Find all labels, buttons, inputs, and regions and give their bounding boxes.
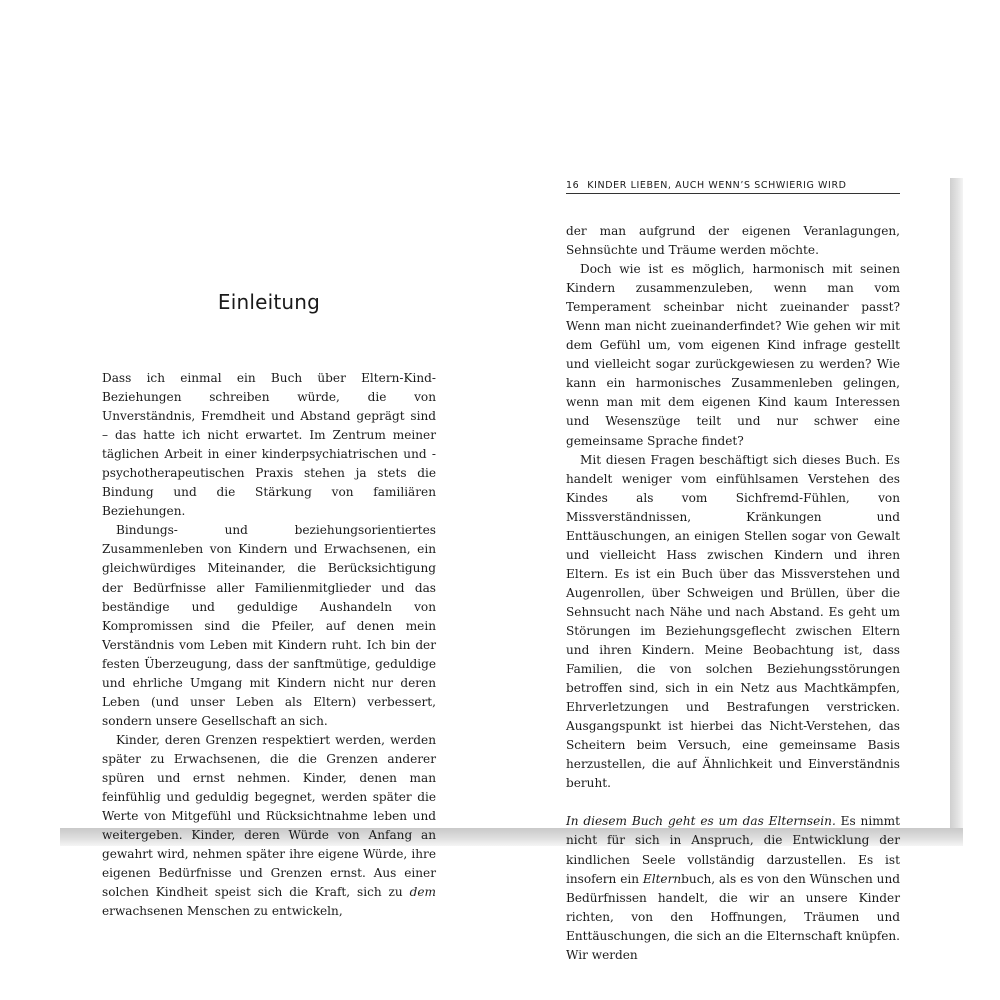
paragraph: Dass ich einmal ein Buch über Eltern-Kind-Beziehungen schreiben würde, die von Unverständnis, Fremdheit und Abstand geprägt sind – das hatte ich nicht erwartet. Im Zentrum meiner täglichen Arbeit in einer kinderpsychiatrischen und -psychotherapeutischen Praxis stehen ja stets die Bindung und die Stärkung von familiären Beziehungen. [102, 371, 436, 519]
paragraph: In diesem Buch geht es um das Elternsein. Es nimmt nicht für sich in Anspruch, die Entwicklung der kindlichen Seele vollständig darzustellen. Es ist insofern ein Elternbuch, als es von den Wünschen und Bedürfnissen handelt, die wir an unsere Kinder richten, von den Hoffnungen, Träumen und Enttäuschungen, die sich an die Elternschaft knüpfen. Wir werden [566, 814, 900, 962]
right-page [566, 180, 900, 962]
page-shadow-right [950, 178, 963, 846]
page-number: 16 [566, 180, 580, 191]
chapter-title: Einleitung [217, 290, 321, 314]
paragraph: Bindungs- und beziehungsorientiertes Zusammenleben von Kindern und Erwachsenen, ein gleichwürdiges Miteinander, die Berücksichtigung der Bedürfnisse aller Familienmitglieder und das beständige und geduldige Aushandeln von Kompromissen sind die Pfeiler, auf denen mein Verständnis vom Leben mit Kindern ruht. Ich bin der festen Überzeugung, dass der sanftmütige, geduldige und ehrliche Umgang mit Kindern nicht nur deren Leben (und unser Leben als Eltern) verbessert, sondern unsere Gesellschaft an sich. [102, 523, 436, 728]
left-page-body [102, 369, 436, 921]
paragraph: der man aufgrund der eigenen Veranlagungen, Sehnsüchte und Träume werden möchte. [566, 224, 900, 258]
right-page-body [566, 222, 900, 965]
running-head-title: KINDER LIEBEN, AUCH WENN’S SCHWIERIG WIRD [587, 180, 847, 191]
emphasis: dem [409, 885, 436, 900]
paragraph: Doch wie ist es möglich, harmonisch mit seinen Kindern zusammenzuleben, wenn man vom Temperament scheinbar nicht zueinander passt? Wenn man nicht zueinanderfindet? Wie gehen wir mit dem Gefühl um, vom eigenen Kind infrage gestellt und vielleicht sogar zurückgewiesen zu werden? Wie kann ein harmonisches Zusammenleben gelingen, wenn man mit dem eigenen Kind kaum Interessen und Wesenszüge teilt und nur schwer eine gemeinsame Sprache findet? [566, 262, 900, 448]
paragraph: Mit diesen Fragen beschäftigt sich dieses Buch. Es handelt weniger vom einfühlsamen Verstehen des Kindes als vom Sichfremd-Fühlen, von Missverständnissen, Kränkungen und Enttäuschungen, an einigen Stellen sogar von Gewalt und vielleicht Hass zwischen Kindern und ihren Eltern. Es ist ein Buch über das Missverstehen und Augenrollen, über Schweigen und Brüllen, über die Sehnsucht nach Nähe und nach Abstand. Es geht um Störungen im Beziehungsgeflecht zwischen Eltern und ihren Kindern. Meine Beobachtung ist, dass Familien, die von solchen Beziehungsstörungen betroffen sind, sich in ein Netz aus Machtkämpfen, Ehrverletzungen und Bestrafungen verstricken. Ausgangspunkt ist hierbei das Nicht-Verstehen, das Scheitern beim Versuch, eine gemeinsame Basis herzustellen, die auf Ähnlichkeit und Einverständnis beruht. [566, 452, 900, 791]
paragraph: Kinder, deren Grenzen respektiert werden, werden später zu Erwachsenen, die die Grenzen anderer spüren und ernst nehmen. Kinder, denen man feinfühlig und geduldig begegnet, werden später die Werte von Mitgefühl und Rücksichtnahme leben und weitergeben. Kinder, deren Würde von Anfang an gewahrt wird, nehmen später ihre eigene Würde, ihre eigenen Bedürfnisse und Grenzen ernst. Aus einer solchen Kindheit speist sich die Kraft, sich zu dem erwachsenen Menschen zu entwickeln, [102, 732, 436, 919]
emphasis: In diesem Buch geht es um das Elternsein. [566, 814, 836, 829]
emphasis: Eltern [642, 871, 682, 886]
running-head [566, 180, 900, 194]
